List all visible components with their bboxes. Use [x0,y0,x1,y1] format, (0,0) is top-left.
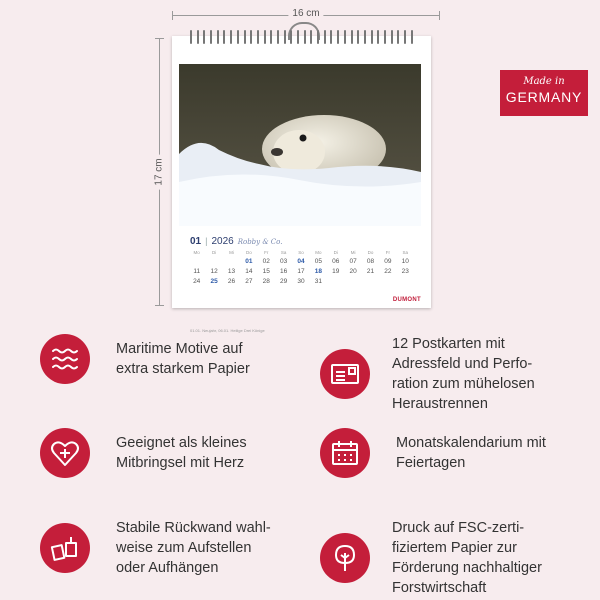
calendar-day: 25 [210,278,218,285]
calendar-product [172,36,431,333]
stand-hang-icon [40,523,90,573]
feature-text: Geeignet als kleines Mitbringsel mit Herz [116,435,247,471]
calendar-day [223,258,240,265]
calendar-header [190,236,282,247]
weekday-header: Sa [280,250,287,255]
calendar-day: 07 [349,258,357,265]
calendar-day: 03 [279,258,288,265]
weekday-header: Di [211,250,217,255]
spiral-ring [404,30,406,44]
calendar-day: 16 [279,268,288,275]
calendar-day [344,278,361,285]
calendar-title: Robby & Co. [237,238,283,246]
calendar-day [362,278,379,285]
spiral-ring [357,30,359,44]
spiral-ring [351,30,353,44]
calendar-day: 08 [366,258,375,265]
spiral-binding [190,30,413,44]
calendar-day [397,278,414,285]
spiral-ring [277,30,279,44]
month-number: 01 [190,236,202,247]
height-dimension [152,38,166,306]
calendar-day: 26 [227,278,236,285]
calendar-day [188,258,205,265]
spiral-ring [371,30,373,44]
waves-icon [40,334,90,384]
feature-backboard [40,518,271,578]
calendar-day: 29 [279,278,288,285]
spiral-ring [264,30,266,44]
calendar-day: 02 [262,258,270,265]
spiral-ring [257,30,259,44]
weekday-header: Fr [385,250,391,255]
gift-heart-icon [40,428,90,478]
spiral-ring [203,30,205,44]
month-grid [188,250,414,285]
spiral-ring [304,30,306,44]
calendar-day: 09 [384,258,392,265]
calendar-day: 14 [245,268,253,275]
calendar-day: 06 [332,258,340,265]
calendar-day: 24 [193,278,201,285]
header-separator: | [205,236,208,246]
calendar-day: 01 [245,258,253,265]
spiral-ring [364,30,366,44]
badge-line2: GERMANY [505,89,583,105]
calendar-icon [320,428,370,478]
feature-fsc [320,518,542,598]
spiral-ring [330,30,332,44]
feature-text: Monatskalendarium mit Feiertagen [396,435,546,471]
feature-text: Druck auf FSC-zerti- fiziertem Papier zur Förderung nachhaltiger Forstwirtschaft [392,520,542,596]
calendar-day: 28 [262,278,270,285]
spiral-ring [384,30,386,44]
weekday-header: Di [333,250,338,255]
made-in-germany-badge [500,70,588,116]
calendar-day: 27 [245,278,253,285]
calendar-day [205,258,222,265]
tree-icon [320,533,370,583]
calendar-day: 10 [401,258,409,265]
calendar-day: 22 [384,268,392,275]
weekday-header: So [298,250,304,255]
feature-maritime [40,334,250,384]
spiral-ring [217,30,219,44]
spiral-ring [317,30,319,44]
calendar-day [327,278,344,285]
spiral-ring [197,30,199,44]
spiral-ring [344,30,346,44]
weekday-header: Mi [350,250,356,255]
weekday-header: Mo [315,250,322,255]
spiral-ring [391,30,393,44]
calendar-day: 19 [332,268,340,275]
badge-line1: Made in [523,76,565,87]
calendar-day: 04 [297,258,305,265]
holiday-footnote: 01.01. Neujahr, 06.01. Heilige Drei Könige [190,328,265,333]
spiral-ring [324,30,326,44]
width-dimension [172,8,440,22]
calendar-day: 15 [262,268,270,275]
calendar-day: 30 [297,278,305,285]
year: 2026 [211,236,234,247]
spiral-ring [230,30,232,44]
calendar-day: 11 [193,268,201,275]
height-label: 17 cm [154,154,165,189]
spiral-ring [290,30,292,44]
seal-photo [179,64,421,226]
calendar-day: 13 [227,268,236,275]
spiral-ring [190,30,192,44]
feature-postcards [320,334,535,414]
spiral-ring [310,30,312,44]
spiral-ring [397,30,399,44]
feature-text: 12 Postkarten mit Adressfeld und Perfo- ration zum mühelosen Heraustrennen [392,336,535,412]
spiral-ring [210,30,212,44]
calendar-day: 21 [366,268,375,275]
feature-calendarium [320,428,546,478]
spiral-ring [337,30,339,44]
brand-logo: DUMONT [392,297,421,303]
weekday-header: Sa [402,250,409,255]
spiral-ring [244,30,246,44]
calendar-day: 18 [314,268,322,275]
spiral-ring [377,30,379,44]
calendar-day: 17 [297,268,305,275]
calendar-day [379,278,396,285]
spiral-ring [297,30,299,44]
feature-text: Stabile Rückwand wahl- weise zum Aufstellen oder Aufhängen [116,520,271,576]
weekday-header: Fr [264,250,269,255]
spiral-ring [284,30,286,44]
weekday-header: Do [367,250,374,255]
weekday-header: Mi [229,250,234,255]
calendar-day: 05 [314,258,322,265]
calendar-day: 12 [210,268,218,275]
calendar-day: 31 [314,278,322,285]
calendar-day: 23 [401,268,409,275]
feature-text: Maritime Motive auf extra starkem Papier [116,341,250,377]
spiral-ring [411,30,413,44]
spiral-ring [270,30,272,44]
calendar-day: 20 [349,268,357,275]
spiral-ring [237,30,239,44]
width-label: 16 cm [288,8,323,19]
weekday-header: Do [245,250,252,255]
postcard-icon [320,349,370,399]
spiral-ring [250,30,252,44]
spiral-ring [223,30,225,44]
feature-gift [40,428,247,478]
weekday-header: Mo [193,250,200,255]
